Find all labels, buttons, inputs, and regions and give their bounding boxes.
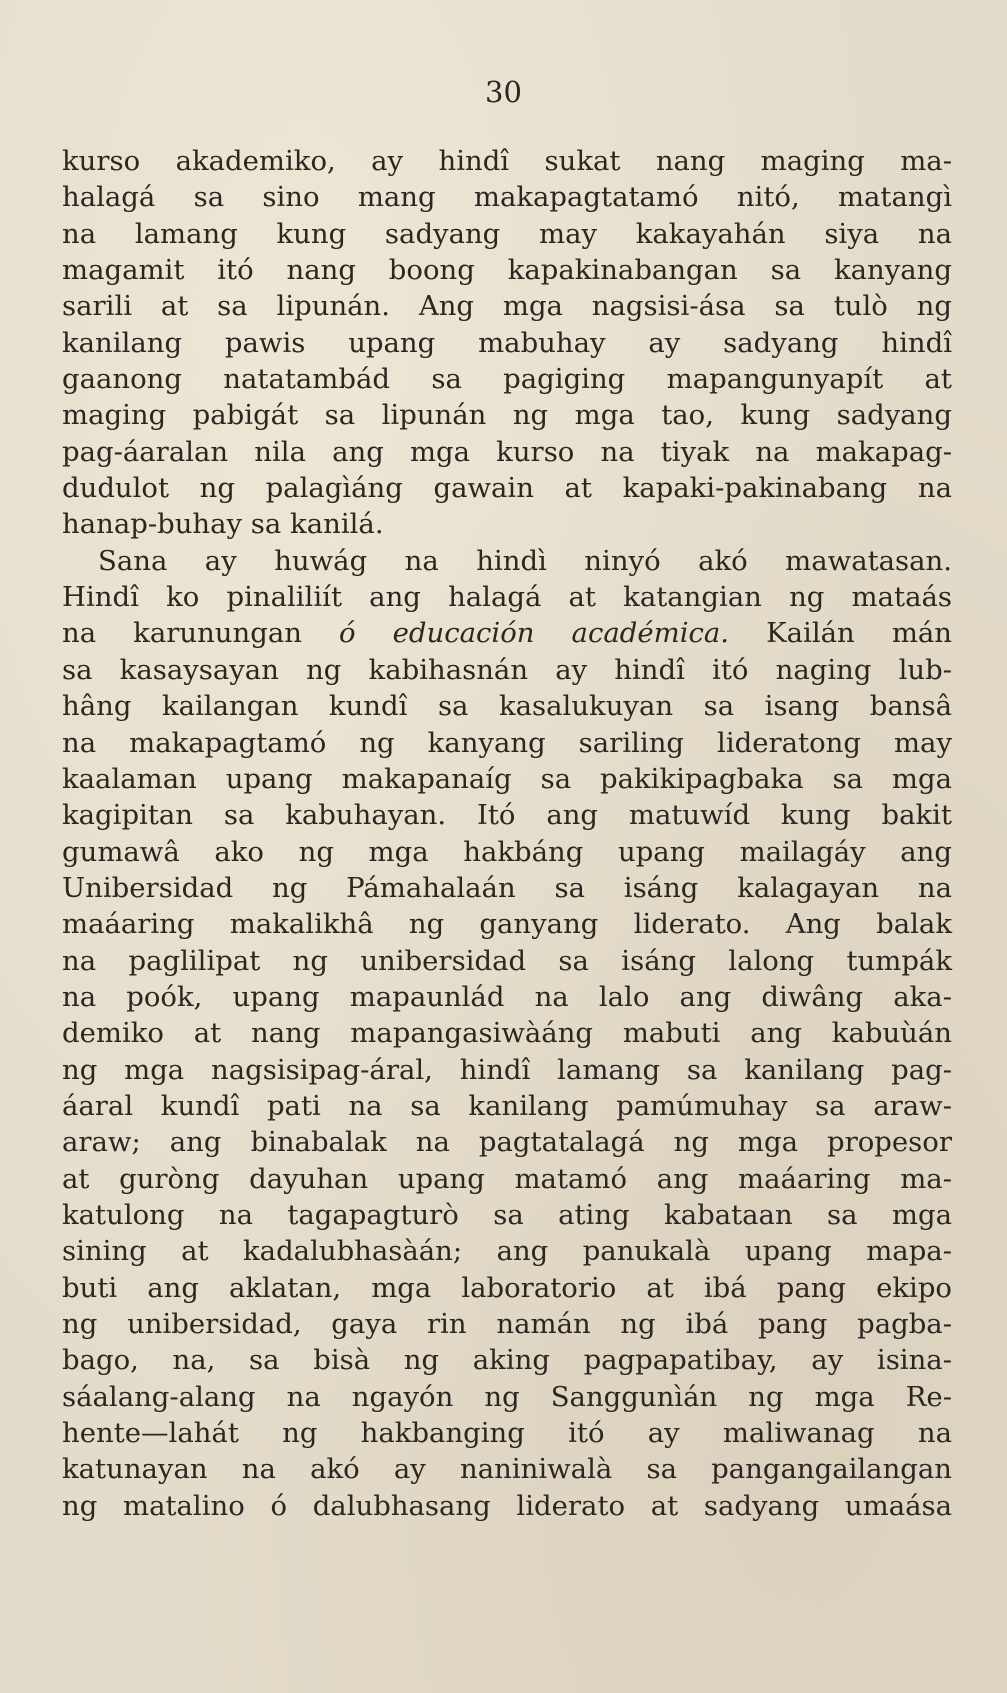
text-line: araw; ang binabalak na pagtatalagá ng mga propesor xyxy=(62,1126,952,1159)
text-line: sáalang-alang na ngayón ng Sanggunìán ng mga Re- xyxy=(62,1380,952,1413)
text-line: katulong na tagapagturò sa ating kabataan sa mga xyxy=(62,1198,952,1231)
text-segment: na karunungan xyxy=(62,617,340,650)
text-line: na lamang kung sadyang may kakayahán siya na xyxy=(62,217,952,250)
text-line: na makapagtamó ng kanyang sariling lideratong may xyxy=(62,726,952,759)
text-line: kaalaman upang makapanaíg sa pakikipagbaka sa mga xyxy=(62,762,952,795)
text-line: dudulot ng palagìáng gawain at kapaki-pakinabang na xyxy=(62,472,952,505)
text-line: áaral kundî pati na sa kanilang pamúmuhay sa araw- xyxy=(62,1089,952,1122)
text-line: kurso akademiko, ay hindî sukat nang maging ma- xyxy=(62,145,952,177)
text-line: ng mga nagsisipag-áral, hindî lamang sa kanilang pag- xyxy=(62,1053,952,1086)
text-line: Hindî ko pinaliliít ang halagá at katangian ng mataás xyxy=(62,581,952,614)
text-segment: Kailán mán xyxy=(729,617,953,650)
text-line: demiko at nang mapangasiwàáng mabuti ang kabuùán xyxy=(62,1017,952,1050)
text-line: gaanong natatambád sa pagiging mapangunyapít at xyxy=(62,363,952,396)
text-line: halagá sa sino mang makapagtatamó nitó, matangì xyxy=(62,181,952,214)
paragraph-end-line: hanap-buhay sa kanilá. xyxy=(62,508,384,541)
body-text xyxy=(62,143,952,1524)
text-line: pag-áaralan nila ang mga kurso na tiyak na makapag- xyxy=(62,435,952,468)
paragraph-start-line: Sana ay huwág na hindì ninyó akó mawatasan. xyxy=(98,544,952,577)
text-line: na poók, upang mapaunlád na lalo ang diwâng aka- xyxy=(62,980,952,1013)
text-line: kagipitan sa kabuhayan. Itó ang matuwíd kung bakit xyxy=(62,799,952,832)
text-line: sining at kadalubhasàán; ang panukalà upang mapa- xyxy=(62,1235,952,1268)
text-line: Unibersidad ng Pámahalaán sa isáng kalagayan na xyxy=(62,871,952,904)
text-line: ng matalino ó dalubhasang liderato at sadyang umaása xyxy=(62,1489,952,1522)
page-number: 30 xyxy=(485,75,522,109)
text-line: hente—lahát ng hakbanging itó ay maliwanag na xyxy=(62,1417,952,1450)
text-line: gumawâ ako ng mga hakbáng upang mailagáy ang xyxy=(62,835,952,868)
text-line: na paglilipat ng unibersidad sa isáng lalong tumpák xyxy=(62,944,952,977)
text-line: at guròng dayuhan upang matamó ang maáaring ma- xyxy=(62,1162,952,1195)
text-line: hâng kailangan kundî sa kasalukuyan sa isang bansâ xyxy=(62,690,952,723)
text-line: maging pabigát sa lipunán ng mga tao, kung sadyang xyxy=(62,399,952,432)
text-line: sarili at sa lipunán. Ang mga nagsisi-ása sa tulò ng xyxy=(62,290,952,323)
text-line: kanilang pawis upang mabuhay ay sadyang hindî xyxy=(62,326,952,359)
text-line: maáaring makalikhâ ng ganyang liderato. Ang balak xyxy=(62,908,952,941)
text-line: katunayan na akó ay naniniwalà sa pangangailangan xyxy=(62,1453,952,1486)
text-line: ng unibersidad, gaya rin namán ng ibá pang pagba- xyxy=(62,1308,952,1340)
text-line: bago, na, sa bisà ng aking pagpapatibay, ay isina- xyxy=(62,1344,952,1377)
text-line-with-italic xyxy=(62,615,952,651)
text-line: sa kasaysayan ng kabihasnán ay hindî itó naging lub- xyxy=(62,653,952,686)
text-line: buti ang aklatan, mga laboratorio at ibá pang ekipo xyxy=(62,1271,952,1304)
text-line: magamit itó nang boong kapakinabangan sa kanyang xyxy=(62,254,952,287)
italic-phrase: ó educación académica. xyxy=(339,617,730,650)
